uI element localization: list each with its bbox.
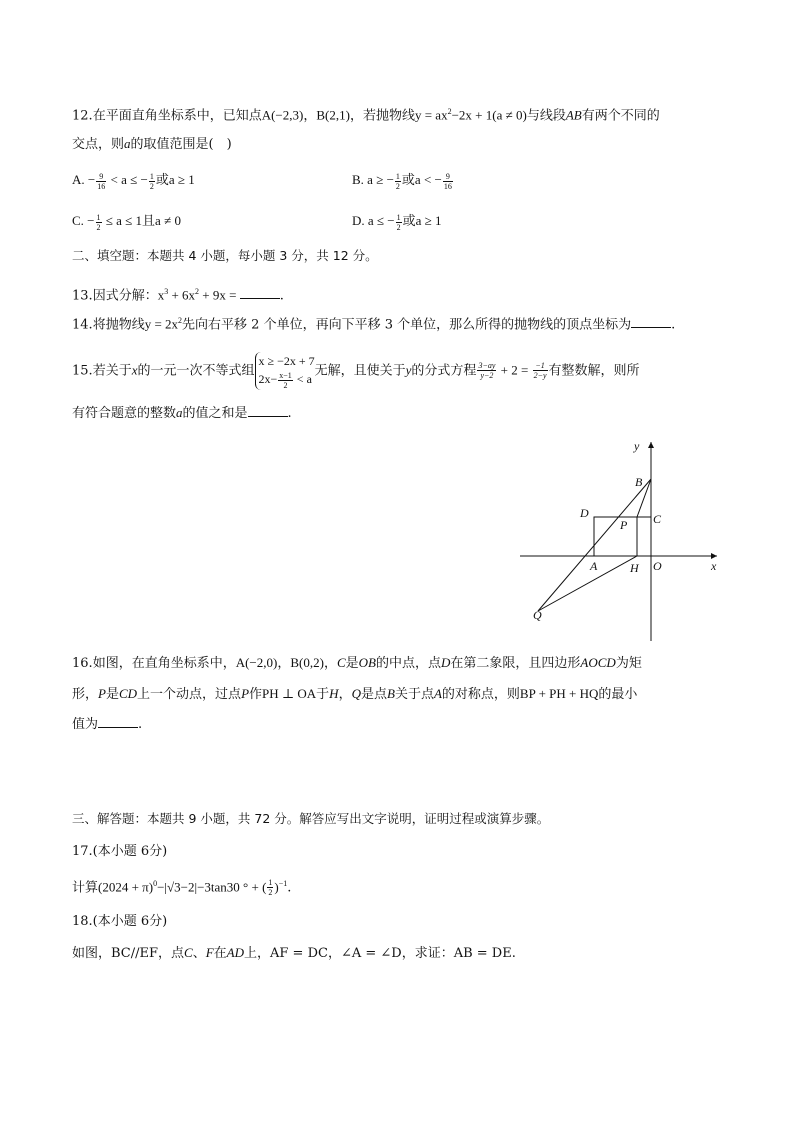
q12-line2: 交点，则a的取值范围是( ) — [72, 136, 232, 152]
inequality-system: x ≥ −2x + 7 2x− $\frac{x-1}{2}$ < a — [255, 352, 315, 390]
label-y: y — [634, 439, 640, 453]
q18-heading: 18.(本小题 6分) — [72, 914, 168, 929]
q16-line3: 值为 . — [72, 717, 143, 732]
q17-expression: 计算$(2024 + \pi)^0-|√3-2|-3\tan 30$ ° + ( $\frac{1}{2}$ )$^{-1}$. — [72, 878, 292, 898]
segment-hq — [538, 556, 637, 611]
section-2-heading: 二、填空题：本题共 4 小题，每小题 3 分，共 12 分。 — [72, 248, 378, 263]
q15-line1: 15.若关于x的一元一次不等式组 x ≥ −2x + 7 2x− $\frac{x-1}{2}$ < a 无解，且使关于y的分式方程 $\frac{3-ay}{y-2}$ + 2 = $\frac{-1}{2-y}$ 有整数解，则所 — [72, 354, 640, 390]
q18-statement: 如图，BC//EF，点C、F在AD上，AF = DC，∠A = ∠D，求证：AB = DE. — [72, 945, 516, 961]
q15-line2: 有符合题意的整数a的值之和是 . — [72, 405, 292, 421]
label-q: Q — [533, 608, 542, 622]
label-p: P — [620, 518, 628, 532]
label-b: B — [635, 475, 643, 489]
section-3-heading: 三、解答题：本题共 9 小题，共 72 分。解答应写出文字说明，证明过程或演算步骤。 — [72, 811, 550, 826]
label-a: A — [590, 559, 598, 573]
segment-bq — [538, 479, 651, 611]
label-x: x — [711, 559, 717, 573]
q16-line1: 16.如图，在直角坐标系中，A(−2,0)，B(0,2)，C是OB的中点，点D在第二象限，且四边形AOCD为矩 — [72, 655, 642, 671]
label-d: D — [580, 506, 589, 520]
label-o: O — [653, 559, 662, 573]
q17-heading: 17.(本小题 6分) — [72, 844, 168, 859]
q14-answer-blank[interactable] — [631, 315, 671, 328]
q14: 14.将抛物线$y = 2x^2$先向右平移 2 个单位，再向下平移 3 个单位，那么所得的抛物线的顶点坐标为 . — [72, 316, 676, 333]
q12-option-a: A. − $\frac{9}{16}$ < a ≤ − $\frac{1}{2}$ 或a ≥ 1 — [72, 171, 195, 191]
q12-option-d: D. a ≤ − $\frac{1}{2}$ 或a ≥ 1 — [352, 212, 442, 232]
q13: 13.因式分解：$x^3 + 6x^2 + 9x$ = . — [72, 287, 284, 304]
q13-answer-blank[interactable] — [240, 286, 280, 299]
label-h: H — [630, 561, 639, 575]
coordinate-figure — [510, 435, 725, 645]
label-c: C — [653, 512, 662, 526]
q16-answer-blank[interactable] — [98, 715, 138, 728]
q15-answer-blank[interactable] — [248, 404, 288, 417]
q12-option-b: B. a ≥ − $\frac{1}{2}$ 或a < − $\frac{9}{16}$ — [352, 171, 452, 191]
q16-line2: 形，P是CD上一个动点，过点P作PH ⊥ OA于H，Q是点B关于点A的对称点，则BP + PH + HQ的最小 — [72, 686, 638, 702]
q12-option-c: C. − $\frac{1}{2}$ ≤ a ≤ 1且a ≠ 0 — [72, 212, 181, 232]
q12-line1: 12.在平面直角坐标系中，已知点A(−2,3)，B(2,1)，若抛物线$y = ax^2-2x + 1(a \ne 0)$与线段AB有两个不同的 — [72, 107, 660, 124]
